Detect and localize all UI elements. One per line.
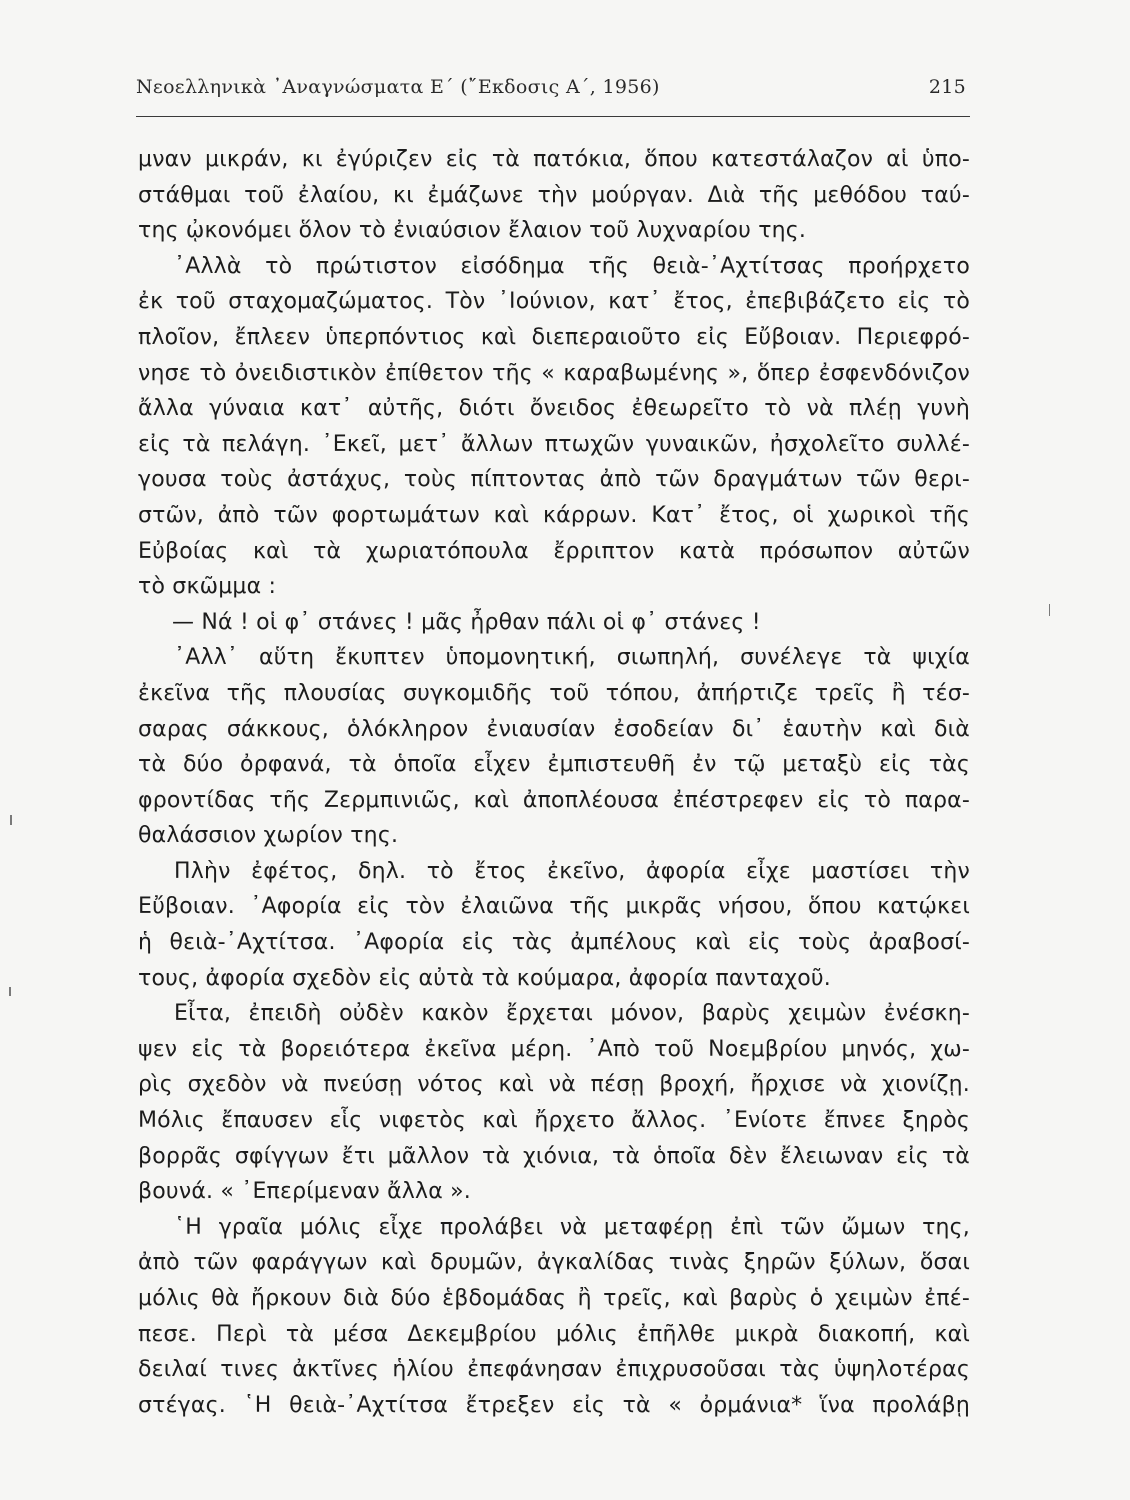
text-line: βορρᾶς σφίγγων ἔτι μᾶλλον τὰ χιόνια, τὰ ὁποῖα δὲν ἔλειωναν εἰς τὰ — [138, 1143, 970, 1169]
text-line: πλοῖον, ἔπλεεν ὑπερπόντιος καὶ διεπεραιοῦτο εἰς Εὔβοιαν. Περιεφρό- — [138, 324, 970, 350]
text-line: Πλὴν ἐφέτος, δηλ. τὸ ἔτος ἐκεῖνο, ἀφορία εἶχε μαστίσει τὴν — [174, 858, 970, 884]
text-line: στάθμαι τοῦ ἐλαίου, κι ἐμάζωνε τὴν μούργαν. Διὰ τῆς μεθόδου ταύ- — [138, 182, 970, 208]
text-line: τὸ σκῶμμα : — [138, 574, 277, 600]
text-line: σαρας σάκκους, ὁλόκληρον ἐνιαυσίαν ἐσοδείαν δι᾿ ἑαυτὴν καὶ διὰ — [138, 716, 970, 742]
text-line: νησε τὸ ὀνειδιστικὸν ἐπίθετον τῆς « καραβωμένης », ὅπερ ἐσφενδόνιζον — [138, 360, 970, 386]
scan-mark — [10, 815, 12, 825]
text-line: πεσε. Περὶ τὰ μέσα Δεκεμβρίου μόλις ἐπῆλθε μικρὰ διακοπή, καὶ — [138, 1321, 970, 1347]
text-line: ρὶς σχεδὸν νὰ πνεύσῃ νότος καὶ νὰ πέσῃ βροχή, ἤρχισε νὰ χιονίζῃ. — [138, 1072, 970, 1098]
text-line: ἄλλα γύναια κατ᾿ αὐτῆς, διότι ὄνειδος ἐθεωρεῖτο τὸ νὰ πλέῃ γυνὴ — [138, 396, 970, 422]
dialogue-line: — Νά ! οἱ φ᾿ στάνες ! μᾶς ἦρθαν πάλι οἱ φ᾿ στάνες ! — [172, 609, 761, 635]
text-line: ἐκ τοῦ σταχομαζώματος. Τὸν ᾿Ιούνιον, κατ᾿ ἔτος, ἐπεβιβάζετο εἰς τὸ — [138, 289, 970, 315]
text-line: Εὔβοιαν. ᾿Αφορία εἰς τὸν ἐλαιῶνα τῆς μικρᾶς νήσου, ὅπου κατῴκει — [138, 894, 970, 920]
text-line: δειλαί τινες ἀκτῖνες ἡλίου ἐπεφάνησαν ἐπιχρυσοῦσαι τὰς ὑψηλοτέρας — [138, 1357, 970, 1383]
text-line: ᾿Αλλὰ τὸ πρώτιστον εἰσόδημα τῆς θειὰ-᾿Αχτίτσας προήρχετο — [174, 253, 970, 279]
text-line: ἐκεῖνα τῆς πλουσίας συγκομιδῆς τοῦ τόπου, ἀπήρτιζε τρεῖς ἢ τέσ- — [138, 680, 970, 706]
text-line: ἀπὸ τῶν φαράγγων καὶ δρυμῶν, ἀγκαλίδας τινὰς ξηρῶν ξύλων, ὅσαι — [138, 1250, 970, 1276]
text-line: μόλις θὰ ἤρκουν διὰ δύο ἑβδομάδας ἢ τρεῖς, καὶ βαρὺς ὁ χειμὼν ἐπέ- — [138, 1286, 970, 1311]
book-title-header: Νεοελληνικὰ ᾿Αναγνώσματα Ε΄ (῎Εκδοσις Α΄, 1956) — [136, 76, 660, 98]
text-line: βουνά. « ᾿Επερίμεναν ἄλλα ». — [138, 1179, 471, 1205]
text-line: Εὐβοίας καὶ τὰ χωριατόπουλα ἔρριπτον κατὰ πρόσωπον αὐτῶν — [138, 538, 970, 564]
text-line: ψεν εἰς τὰ βορειότερα ἐκεῖνα μέρη. ᾿Απὸ τοῦ Νοεμβρίου μηνός, χω- — [138, 1036, 970, 1062]
text-line: φροντίδας τῆς Ζερμπινιῶς, καὶ ἀποπλέουσα ἐπέστρεφεν εἰς τὸ παρα- — [138, 787, 970, 813]
page-number: 215 — [928, 76, 966, 98]
running-head — [136, 76, 966, 106]
text-line: ῾Η γραῖα μόλις εἶχε προλάβει νὰ μεταφέρῃ ἐπὶ τῶν ὤμων της, — [174, 1214, 970, 1240]
text-line: στέγας. ῾Η θειὰ-᾿Αχτίτσα ἔτρεξεν εἰς τὰ « ὀρμάνια* ἵνα προλάβῃ — [138, 1392, 970, 1418]
text-line: ἡ θειὰ-᾿Αχτίτσα. ᾿Αφορία εἰς τὰς ἀμπέλους καὶ εἰς τοὺς ἀραβοσί- — [138, 930, 970, 956]
text-line: θαλάσσιον χωρίον της. — [138, 823, 399, 849]
text-line: στῶν, ἀπὸ τῶν φορτωμάτων καὶ κάρρων. Κατ᾿ ἔτος, οἱ χωρικοὶ τῆς — [138, 502, 970, 528]
text-line: Εἶτα, ἐπειδὴ οὐδὲν κακὸν ἔρχεται μόνον, βαρὺς χειμὼν ἐνέσκη- — [174, 1001, 970, 1027]
text-line: εἰς τὰ πελάγη. ᾿Εκεῖ, μετ᾿ ἄλλων πτωχῶν γυναικῶν, ἠσχολεῖτο συλλέ- — [138, 431, 970, 457]
text-line: μναν μικράν, κι ἐγύριζεν εἰς τὰ πατόκια, ὅπου κατεστάλαζον αἱ ὑπο- — [138, 147, 970, 172]
text-line: τὰ δύο ὀρφανά, τὰ ὁποῖα εἶχεν ἐμπιστευθῆ ἐν τῷ μεταξὺ εἰς τὰς — [138, 752, 970, 778]
body-text — [138, 142, 970, 1423]
scan-mark — [1049, 604, 1050, 616]
text-line: ᾿Αλλ᾿ αὕτη ἔκυπτεν ὑπομονητική, σιωπηλή, συνέλεγε τὰ ψιχία — [174, 645, 970, 671]
header-rule — [136, 116, 970, 117]
text-line: της ᾠκονόμει ὅλον τὸ ἐνιαύσιον ἔλαιον τοῦ λυχναρίου της. — [138, 218, 807, 244]
scan-mark — [9, 987, 11, 996]
text-line: Μόλις ἔπαυσεν εἷς νιφετὸς καὶ ἤρχετο ἄλλος. ᾿Ενίοτε ἔπνεε ξηρὸς — [138, 1108, 970, 1134]
text-line: τους, ἀφορία σχεδὸν εἰς αὐτὰ τὰ κούμαρα, ἀφορία πανταχοῦ. — [138, 965, 831, 991]
text-line: γουσα τοὺς ἀστάχυς, τοὺς πίπτοντας ἀπὸ τῶν δραγμάτων τῶν θερι- — [138, 467, 970, 493]
